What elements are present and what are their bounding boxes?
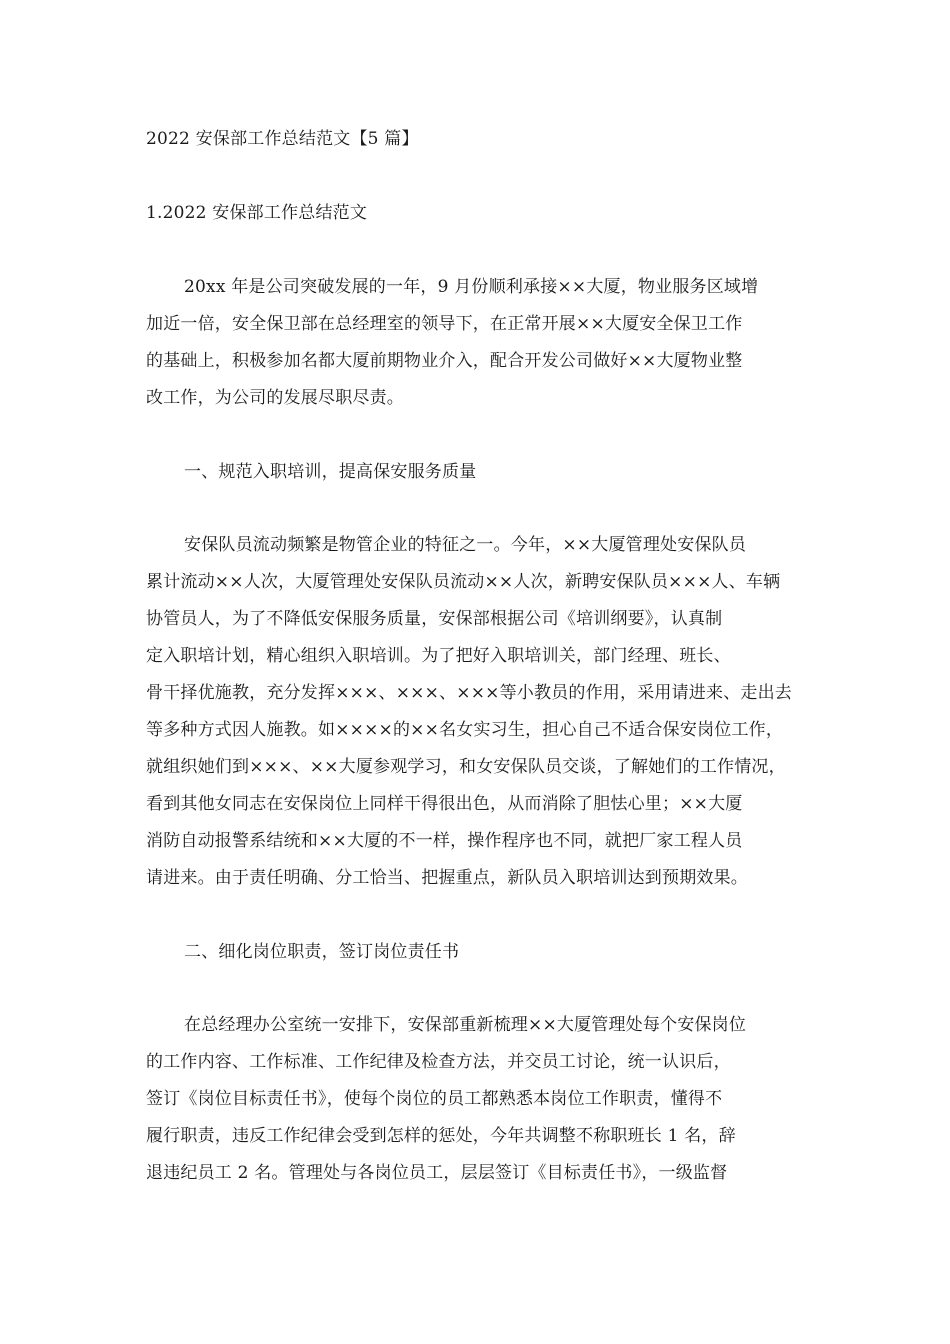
- section-title: 1.2022 安保部工作总结范文: [146, 203, 368, 223]
- paragraph-2-line-9: 消防自动报警系结统和××大厦的不一样，操作程序也不同，就把厂家工程人员: [146, 831, 743, 851]
- paragraph-3-line-5: 退违纪员工 2 名。管理处与各岗位员工，层层签订《目标责任书》，一级监督: [146, 1163, 728, 1183]
- paragraph-3-line-1: 在总经理办公室统一安排下，安保部重新梳理××大厦管理处每个安保岗位: [184, 1015, 747, 1035]
- paragraph-1-line-1: 20xx 年是公司突破发展的一年，9 月份顺利承接××大厦，物业服务区域增: [184, 277, 759, 297]
- paragraph-1-line-2: 加近一倍，安全保卫部在总经理室的领导下，在正常开展××大厦安全保卫工作: [146, 314, 743, 334]
- paragraph-2-line-8: 看到其他女同志在安保岗位上同样干得很出色，从而消除了胆怯心里；××大厦: [146, 794, 743, 814]
- paragraph-2-line-6: 等多种方式因人施教。如××××的××名女实习生，担心自己不适合保安岗位工作，: [146, 720, 784, 740]
- paragraph-3-line-4: 履行职责，违反工作纪律会受到怎样的惩处，今年共调整不称职班长 1 名，辞: [146, 1126, 736, 1146]
- paragraph-2-line-3: 协管员人，为了不降低安保服务质量，安保部根据公司《培训纲要》，认真制: [146, 609, 723, 629]
- paragraph-2-line-7: 就组织她们到×××、××大厦参观学习，和女安保队员交谈，了解她们的工作情况，: [146, 757, 786, 777]
- paragraph-1-line-3: 的基础上，积极参加名都大厦前期物业介入，配合开发公司做好××大厦物业整: [146, 351, 743, 371]
- paragraph-3-line-2: 的工作内容、工作标准、工作纪律及检查方法，并交员工讨论，统一认识后，: [146, 1052, 731, 1072]
- paragraph-2-line-1: 安保队员流动频繁是物管企业的特征之一。今年，××大厦管理处安保队员: [184, 535, 747, 555]
- heading-2: 二、细化岗位职责，签订岗位责任书: [184, 942, 460, 962]
- paragraph-2-line-4: 定入职培计划，精心组织入职培训。为了把好入职培训关，部门经理、班长、: [146, 646, 731, 666]
- paragraph-2-line-5: 骨干择优施教，充分发挥×××、×××、×××等小教员的作用，采用请进来、走出去: [146, 683, 792, 703]
- document-title: 2022 安保部工作总结范文【5 篇】: [146, 129, 419, 149]
- paragraph-1-line-4: 改工作，为公司的发展尽职尽责。: [146, 388, 404, 408]
- paragraph-3-line-3: 签订《岗位目标责任书》，使每个岗位的员工都熟悉本岗位工作职责，懂得不: [146, 1089, 723, 1109]
- heading-1: 一、规范入职培训，提高保安服务质量: [184, 462, 477, 482]
- paragraph-2-line-10: 请进来。由于责任明确、分工恰当、把握重点，新队员入职培训达到预期效果。: [146, 868, 748, 888]
- paragraph-2-line-2: 累计流动××人次，大厦管理处安保队员流动××人次，新聘安保队员×××人、车辆: [146, 572, 781, 592]
